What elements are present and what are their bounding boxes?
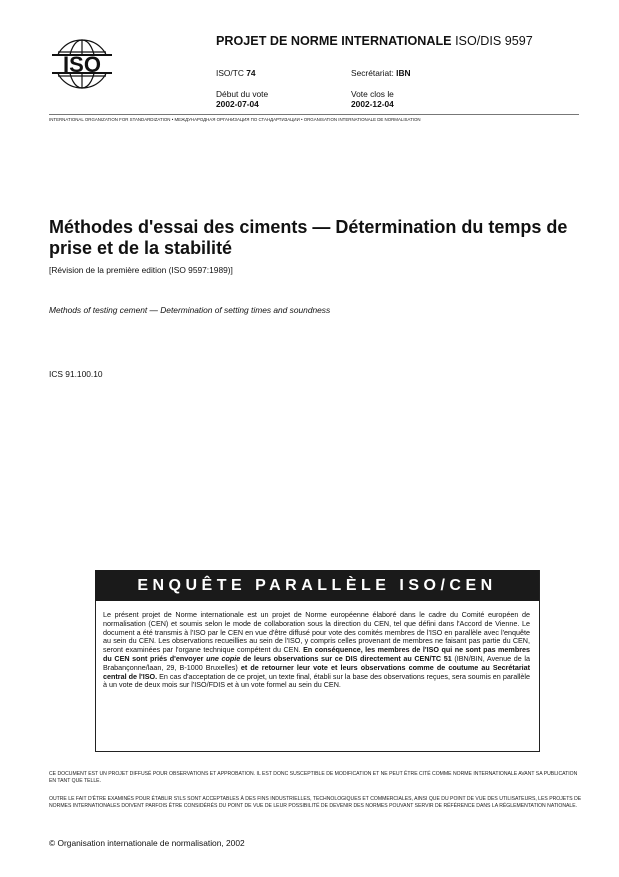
vote-start-label: Début du vote	[216, 89, 269, 99]
secretariat-label: Secrétariat:	[351, 68, 394, 78]
vote-end-label: Vote clos le	[351, 89, 394, 99]
document-type-header	[216, 34, 533, 48]
secretariat-value: IBN	[396, 68, 411, 78]
iso-logo	[49, 37, 115, 91]
tc-label: ISO/TC	[216, 68, 244, 78]
logo-text: ISO	[63, 52, 101, 77]
vote-end-date: 2002-12-04	[351, 99, 394, 109]
parallel-enquiry-text	[103, 611, 530, 690]
copyright-notice: © Organisation internationale de normalisation, 2002	[49, 838, 245, 848]
document-type: PROJET DE NORME INTERNATIONALE	[216, 34, 452, 48]
notice-bold-1: En conséquence, les membres de l'ISO qui ne sont pas membres du CEN sont priés d'envoyer	[103, 645, 530, 663]
notice-bold-3: et de retourner leur vote et leurs observations comme de coutume au Secrétariat central de l'ISO.	[103, 662, 531, 681]
revision-note: [Révision de la première edition (ISO 9597:1989)]	[49, 265, 233, 275]
notice-part-2: (IBN/BIN, Avenue de la Brabançonne/laan, 29, B-1000 Bruxelles)	[103, 653, 530, 672]
notice-bold-italic: une copie	[206, 653, 241, 663]
parallel-enquiry-banner: ENQUÊTE PARALLÈLE ISO/CEN	[95, 570, 539, 601]
vote-start-date: 2002-07-04	[216, 99, 259, 109]
vote-end	[351, 89, 394, 109]
notice-bold-2: de leurs observations sur ce DIS directement au CEN/TC 51	[240, 653, 452, 663]
organization-names: INTERNATIONAL ORGANIZATION FOR STANDARDIZATION • МЕЖДУНАРОДНАЯ ОРГАНИЗАЦИЯ ПО СТАНДАРТИЗАЦИИ • ORGANISATION INTERNATIONALE DE NORMALISATION	[49, 117, 421, 122]
tc-number: 74	[246, 68, 256, 78]
document-reference: ISO/DIS 9597	[455, 34, 533, 48]
header-divider	[49, 114, 579, 115]
draft-disclaimer: CE DOCUMENT EST UN PROJET DIFFUSÉ POUR OBSERVATIONS ET APPROBATION. IL EST DONC SUSCEPTIBLE DE MODIFICATION ET NE PEUT ÊTRE CITÉ COMME NORME INTERNATIONALE AVANT SA PUBLICATION EN TANT QUE TELLE.	[49, 771, 578, 784]
secretariat	[351, 68, 411, 78]
technical-committee	[216, 68, 256, 78]
regulation-disclaimer: OUTRE LE FAIT D'ÊTRE EXAMINÉS POUR ÉTABLIR S'ILS SONT ACCEPTABLES À DES FINS INDUSTRIELLES, TECHNOLOGIQUES ET COMMERCIALES, AINSI QUE DU POINT DE VUE DES UTILISATEURS, LES PROJETS DE NORMES INTERNATIONALES DOIVENT PARFOIS ÊTRE CONSIDÉRÉS DU POINT DE VUE DE LEUR POSSIBILITÉ DE DEVENIR DES NORMES POUVANT SERVIR DE RÉFÉRENCE DANS LA RÉGLEMENTATION NATIONALE.	[49, 796, 582, 809]
document-title: Méthodes d'essai des ciments — Détermination du temps de prise et de la stabilité	[49, 217, 568, 258]
notice-part-1: Le présent projet de Norme internationale est un projet de Norme européenne élaboré dans le cadre du Comité européen de normalisation (CEN) et soumis selon le mode de collaboration sous la direction du CEN, tel que défini dans l'Accord de Vienne. Le document a été transmis à l'ISO par le CEN en vue d'être diffusé pour vote des comités membres de l'ISO en parallèle avec l'enquête au sein du CEN. Les observations recueillies au sein de l'ISO, y compris celles provenant de membres ne faisant pas partie du CEN, seront examinées par l'organe technique compétent du CEN.	[103, 610, 530, 655]
vote-start	[216, 89, 268, 109]
english-title: Methods of testing cement — Determination of setting times and soundness	[49, 305, 331, 315]
notice-part-3: En cas d'acceptation de ce projet, un texte final, établi sur la base des observations reçues, sera soumis en parallèle à un vote de deux mois sur l'ISO/FDIS et à un vote formel au sein du CEN.	[103, 671, 530, 690]
ics-code: ICS 91.100.10	[49, 369, 103, 379]
